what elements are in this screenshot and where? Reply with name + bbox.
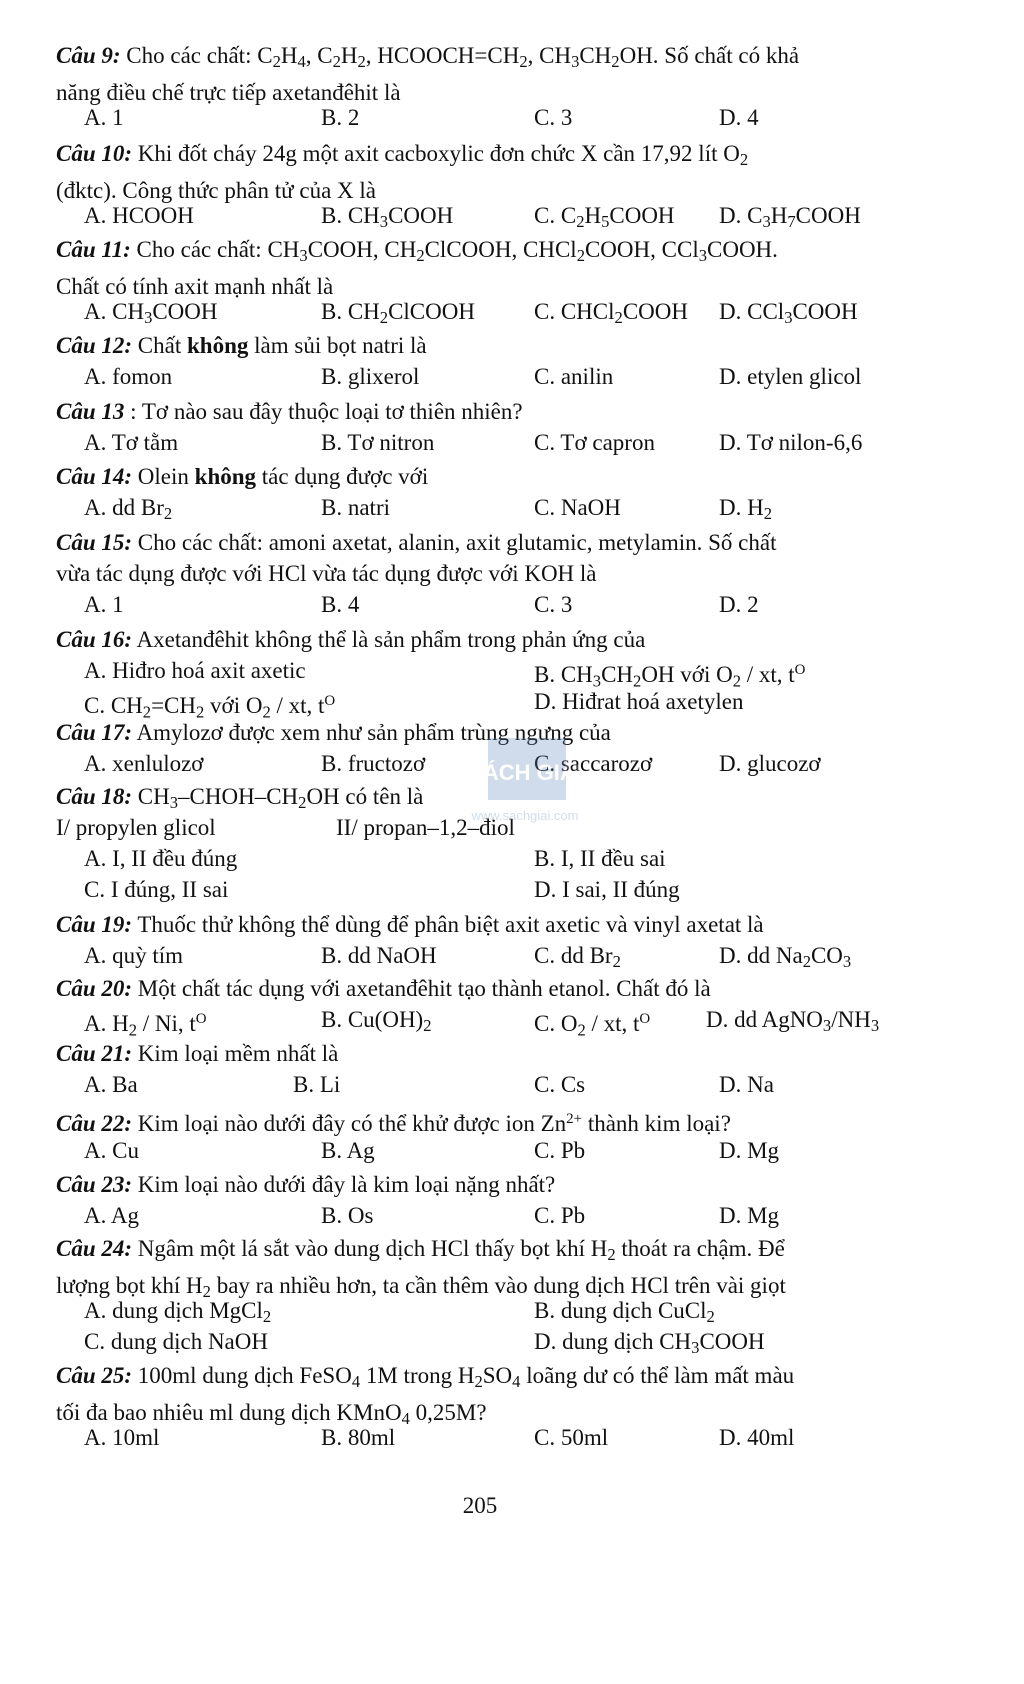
answer-option[interactable]: A. dung dịch MgCl$_2$ <box>84 1298 272 1327</box>
question-text: 100ml dung dịch FeSO$_4$ 1M trong $H_2SO_4$ loãng dư có thể làm mất màu tối đa bao nhiêu ml dung dịch KMnO$_4$ 0,25M? <box>56 1363 795 1429</box>
question-stem <box>56 330 922 361</box>
answer-option[interactable]: B. I, II đều sai <box>534 846 666 871</box>
question-number: Câu 19: <box>56 912 133 937</box>
question-number: Câu 21: <box>56 1041 133 1066</box>
question-text: Khi đốt cháy 24g một axit cacboxylic đơn chức X cần 17,92 lít $O_2$ (đktc). Công thức phân tử của X là <box>56 141 749 204</box>
answer-option[interactable]: C. dd $Br_2$ <box>534 943 621 972</box>
option-row <box>56 200 922 231</box>
answer-option[interactable]: C. 3 <box>534 105 573 130</box>
answer-option[interactable]: D. etylen glicol <box>719 364 862 389</box>
option-row <box>56 296 922 327</box>
answer-option[interactable]: D. glucozơ <box>719 751 821 776</box>
option-row <box>56 1004 922 1040</box>
question-9 <box>56 40 922 130</box>
option-row <box>56 843 922 874</box>
question-text: Kim loại nào dưới đây có thể khử được ion $Zn^{2+}$ thành kim loại? <box>132 1111 731 1137</box>
option-row <box>56 874 922 905</box>
answer-option[interactable]: B. $CH_3CH_2OH$ với $O_2$ / xt, $t^O$ <box>534 662 806 691</box>
answer-option[interactable]: A. Ag <box>84 1203 139 1228</box>
answer-option[interactable]: D. 2 <box>719 592 759 617</box>
watermark-logo <box>450 736 600 826</box>
question-20 <box>56 973 922 1040</box>
option-row <box>56 1135 922 1166</box>
question-text: : Tơ nào sau đây thuộc loại tơ thiên nhiên? <box>124 399 523 424</box>
option-row <box>56 427 922 458</box>
answer-option[interactable]: D. dd $AgNO_3/NH_3$ <box>706 1007 880 1036</box>
name-choice: I/ propylen glicol <box>56 815 216 840</box>
question-number: Câu 9: <box>56 43 121 68</box>
question-text: Chất không làm sủi bọt natri là <box>132 333 427 358</box>
question-number: Câu 17: <box>56 720 133 745</box>
answer-option[interactable]: D. 40ml <box>719 1425 795 1450</box>
answer-option[interactable]: C. Cs <box>534 1072 586 1097</box>
question-number: Câu 10: <box>56 141 133 166</box>
question-text: Axetanđêhit không thể là sản phẩm trong phản ứng của <box>132 627 646 652</box>
question-number: Câu 16: <box>56 627 133 652</box>
option-row <box>56 1295 922 1326</box>
answer-option[interactable]: D. dd $Na_2CO_3$ <box>719 943 852 972</box>
question-22 <box>56 1104 922 1163</box>
answer-option[interactable]: C. anilin <box>534 364 614 389</box>
answer-option[interactable]: D. $C_3H_7COOH$ <box>719 203 861 232</box>
option-row <box>56 361 922 392</box>
question-stem <box>56 396 922 427</box>
option-row <box>56 686 922 722</box>
option-row <box>56 1422 922 1453</box>
option-row <box>56 940 922 971</box>
answer-option[interactable]: D. I sai, II đúng <box>534 877 680 902</box>
answer-option[interactable]: D. Tơ nilon-6,6 <box>719 430 863 455</box>
question-10 <box>56 138 922 232</box>
question-14 <box>56 461 922 524</box>
question-number: Câu 14: <box>56 464 133 489</box>
answer-option[interactable]: A. fomon <box>84 364 173 389</box>
answer-option[interactable]: C. Pb <box>534 1138 586 1163</box>
answer-option[interactable]: C. NaOH <box>534 495 621 520</box>
question-stem <box>56 909 922 940</box>
answer-option[interactable]: A. 1 <box>84 592 124 617</box>
answer-option[interactable]: C. Tơ capron <box>534 430 655 455</box>
answer-option[interactable]: A. HCOOH <box>84 203 194 228</box>
question-text: Kim loại mềm nhất là <box>132 1041 339 1066</box>
answer-option[interactable]: B. dd NaOH <box>321 943 437 968</box>
answer-option[interactable]: A. 10ml <box>84 1425 160 1450</box>
question-text: Thuốc thử không thể dùng để phân biệt axit axetic và vinyl axetat là <box>132 912 764 937</box>
question-text: Cho các chất: amoni axetat, alanin, axit glutamic, metylamin. Số chất vừa tác dụng được với HCl vừa tác dụng được với KOH là <box>56 530 777 586</box>
question-number: Câu 22: <box>56 1111 133 1137</box>
option-row <box>56 589 922 620</box>
question-stem <box>56 234 922 302</box>
question-16 <box>56 624 922 722</box>
question-number: Câu 23: <box>56 1172 133 1197</box>
answer-option[interactable]: C. I đúng, II sai <box>84 877 229 902</box>
question-stem <box>56 138 922 206</box>
answer-option[interactable]: D. Mg <box>719 1138 780 1163</box>
answer-option[interactable]: C. $CH_2=CH_2$ với $O_2$ / xt, $t^O$ <box>84 693 336 722</box>
option-row <box>56 102 922 133</box>
answer-option[interactable]: A. Cu <box>84 1138 139 1163</box>
name-choice: II/ propan–1,2–điol <box>336 815 515 840</box>
answer-option[interactable]: C. 3 <box>534 592 573 617</box>
answer-option[interactable]: D. Mg <box>719 1203 780 1228</box>
option-row <box>56 1200 922 1231</box>
answer-option[interactable]: B. Os <box>321 1203 374 1228</box>
question-19 <box>56 909 922 972</box>
question-text: $CH_3-CHOH-CH_2OH$ có tên là <box>132 784 424 813</box>
question-stem <box>56 973 922 1004</box>
answer-option[interactable]: A. Tơ tằm <box>84 430 179 455</box>
option-row <box>56 655 922 691</box>
answer-option[interactable]: C. CHCl$_2$COOH <box>534 299 688 328</box>
answer-option[interactable]: A. 1 <box>84 105 124 130</box>
question-25 <box>56 1360 922 1450</box>
answer-option[interactable]: D. dung dịch $CH_3COOH$ <box>534 1329 765 1358</box>
question-number: Câu 15: <box>56 530 133 555</box>
question-number: Câu 13 <box>56 399 125 424</box>
question-11 <box>56 234 922 328</box>
question-number: Câu 24: <box>56 1236 133 1261</box>
answer-option[interactable]: D. Na <box>719 1072 774 1097</box>
option-row <box>56 1326 922 1357</box>
answer-option[interactable]: B. 80ml <box>321 1425 396 1450</box>
answer-option[interactable]: C. saccarozơ <box>534 751 653 776</box>
answer-option[interactable]: A. I, II đều đúng <box>84 846 238 871</box>
answer-option[interactable]: B. natri <box>321 495 390 520</box>
question-13 <box>56 396 922 455</box>
option-row <box>56 1069 922 1100</box>
question-stem <box>56 1104 922 1139</box>
answer-option[interactable]: D. Hiđrat hoá axetylen <box>534 689 744 714</box>
question-text: Olein không tác dụng được với <box>132 464 429 489</box>
question-12 <box>56 330 922 389</box>
question-stem <box>56 461 922 492</box>
answer-option[interactable]: B. $Cu(OH)_2$ <box>321 1007 432 1036</box>
answer-option[interactable]: B. glixerol <box>321 364 420 389</box>
answer-option[interactable]: B. $CH_2ClCOOH$ <box>321 299 475 328</box>
question-number: Câu 25: <box>56 1363 133 1388</box>
answer-option[interactable]: B. Ag <box>321 1138 375 1163</box>
question-number: Câu 12: <box>56 333 133 358</box>
answer-option[interactable]: C. 50ml <box>534 1425 609 1450</box>
answer-option[interactable]: D. $H_2$ <box>719 495 773 524</box>
answer-option[interactable]: A. $CH_3COOH$ <box>84 299 218 328</box>
question-24 <box>56 1233 922 1358</box>
question-21 <box>56 1038 922 1097</box>
answer-option[interactable]: B. Li <box>293 1072 341 1097</box>
answer-option[interactable]: B. fructozơ <box>321 751 426 776</box>
svg-text:SÁCH GIẢI: SÁCH GIẢI <box>468 760 582 785</box>
answer-option[interactable]: B. 2 <box>321 105 360 130</box>
question-number: Câu 20: <box>56 976 133 1001</box>
option-row <box>56 492 922 523</box>
answer-option[interactable]: A. dd $Br_2$ <box>84 495 173 524</box>
page-number: 205 <box>462 1493 498 1518</box>
question-text: Cho các chất: $CH_3COOH$, $CH_2ClCOOH$, CHCl$_2$COOH, CCl$_3$COOH. Chất có tính axit mạnh nhất là <box>56 237 778 300</box>
answer-option[interactable]: A. quỳ tím <box>84 943 184 968</box>
answer-option[interactable]: A. Ba <box>84 1072 138 1097</box>
answer-option[interactable]: B. $CH_3COOH$ <box>321 203 454 232</box>
answer-option[interactable]: D. CCl$_3$COOH <box>719 299 858 328</box>
answer-option[interactable]: A. Hiđro hoá axit axetic <box>84 658 306 683</box>
question-number: Câu 18: <box>56 784 133 809</box>
question-text: Một chất tác dụng với axetanđêhit tạo thành etanol. Chất đó là <box>132 976 711 1001</box>
question-stem <box>56 624 922 655</box>
answer-option[interactable]: D. 4 <box>719 105 759 130</box>
question-number: Câu 11: <box>56 237 131 262</box>
question-text: Ngâm một lá sắt vào dung dịch HCl thấy bọt khí $H_2$ thoát ra chậm. Để lượng bọt khí $H_2$ bay ra nhiều hơn, ta cần thêm vào dung dịch HCl trên vài giọt <box>56 1236 786 1302</box>
svg-text:www.sachgiai.com: www.sachgiai.com <box>471 808 579 823</box>
question-text: Kim loại nào dưới đây là kim loại nặng nhất? <box>132 1172 556 1197</box>
answer-option[interactable]: A. $H_2$ / Ni, $t^O$ <box>84 1011 207 1040</box>
answer-option[interactable]: C. $C_2H_5COOH$ <box>534 203 675 232</box>
answer-option[interactable]: B. Tơ nitron <box>321 430 435 455</box>
answer-option[interactable]: A. xenlulozơ <box>84 751 204 776</box>
question-stem <box>56 1169 922 1200</box>
question-23 <box>56 1169 922 1228</box>
question-stem <box>56 40 922 108</box>
question-text: Cho các chất: $C_2H_4$, $C_2H_2$, $HCOOCH=CH_2$, $CH_3CH_2OH$. Số chất có khả năng điều chế trực tiếp axetanđêhit là <box>56 43 800 106</box>
question-15 <box>56 527 922 617</box>
answer-option[interactable]: B. 4 <box>321 592 360 617</box>
answer-option[interactable]: C. dung dịch NaOH <box>84 1329 268 1354</box>
answer-option[interactable]: C. Pb <box>534 1203 586 1228</box>
question-stem <box>56 527 922 589</box>
question-stem <box>56 1038 922 1069</box>
question-text: Amylozơ được xem như sản phẩm trùng ngưng của <box>132 720 611 745</box>
answer-option[interactable]: B. dung dịch CuCl$_2$ <box>534 1298 715 1327</box>
answer-option[interactable]: C. $O_2$ / xt, $t^O$ <box>534 1011 651 1040</box>
